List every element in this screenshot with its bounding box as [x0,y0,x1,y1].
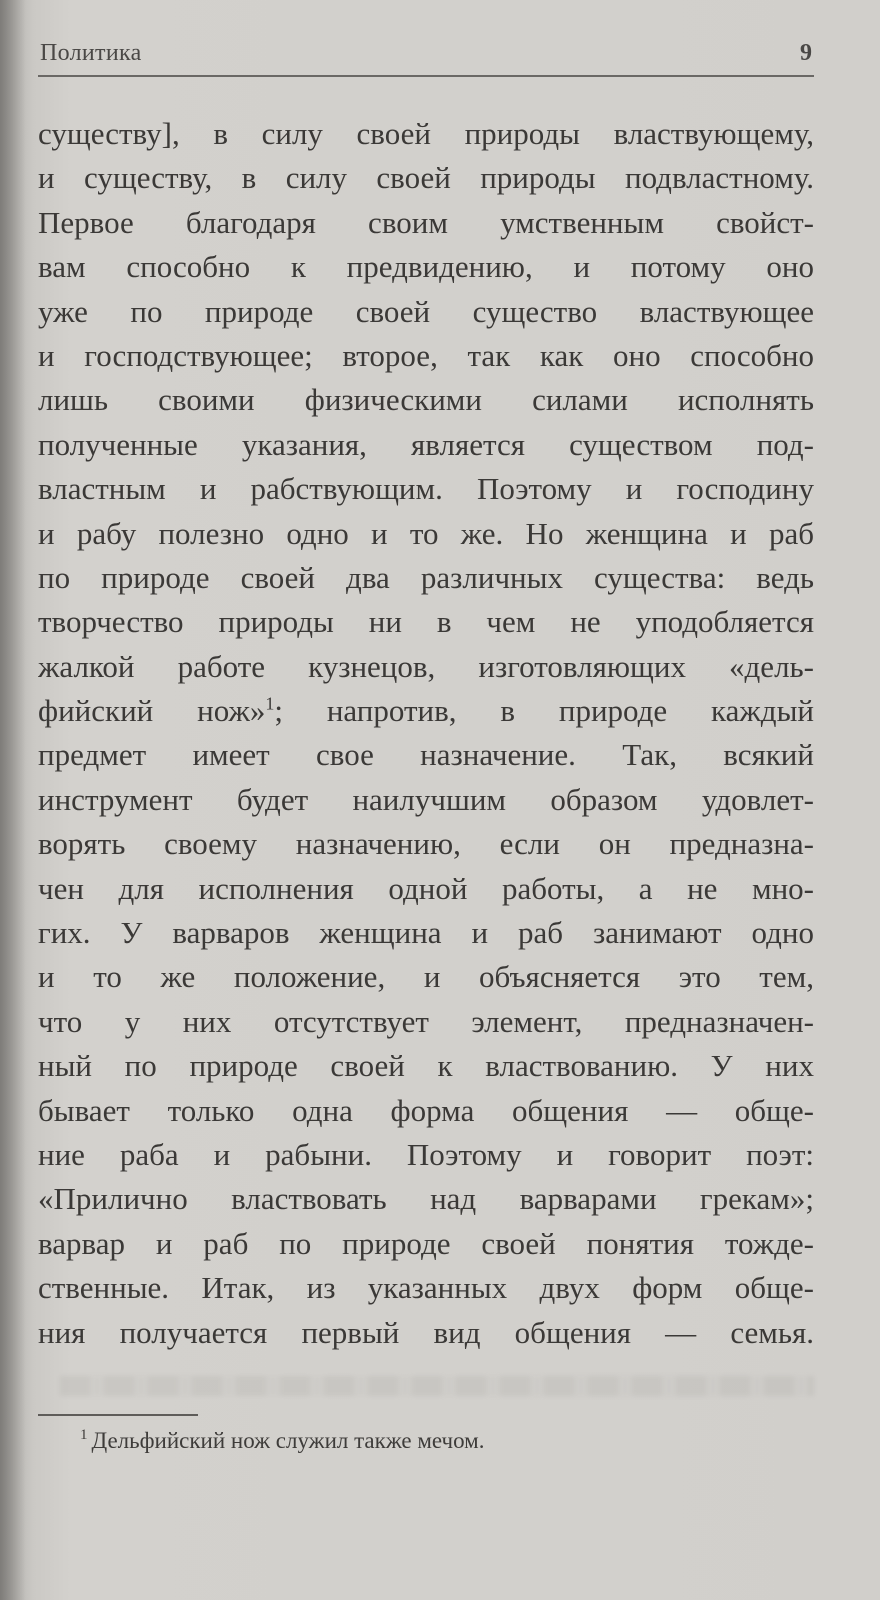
text-line: ние раба и рабыни. Поэтому и говорит поэт: [38,1136,814,1172]
text-line: бывает только одна форма общения — обще- [38,1092,814,1128]
text-line: уже по природе своей существо властвующее [38,293,814,329]
spine-shadow [0,0,26,1600]
footnote-text: Дельфийский нож служил также мечом. [91,1428,485,1453]
body-text [38,112,814,1355]
text-line: и рабу полезно одно и то же. Но женщина и раб [38,515,814,551]
header-rule [38,75,814,77]
text-line: жалкой работе кузнецов, изготовляющих «дель- [38,648,814,684]
text-line: ный по природе своей к властвованию. У них [38,1048,814,1084]
footnote-reference: 1 [265,693,275,714]
text-line: гих. У варваров женщина и раб занимают одно [38,915,814,951]
footnote-rule [38,1414,198,1416]
text-line: вам способно к предвидению, и потому оно [38,249,814,285]
text-line: существу], в силу своей природы властвующему, [38,116,814,151]
text-line: властным и рабствующим. Поэтому и господину [38,471,814,507]
text-line: варвар и раб по природе своей понятия тожде- [38,1225,814,1261]
text-line: чен для исполнения одной работы, а не мно- [38,870,814,906]
text-line: лишь своими физическими силами исполнять [38,382,814,418]
text-line-part: фийский нож» [38,693,266,729]
text-line: и господствующее; второе, так как оно способно [38,337,814,373]
text-line-with-footnote [38,689,814,733]
text-line: творчество природы ни в чем не уподобляется [38,604,814,640]
running-head [40,36,812,72]
section-title: Политика [40,40,142,66]
text-line: ственные. Итак, из указанных двух форм обще- [38,1270,814,1306]
show-through [60,1376,814,1396]
text-line: полученные указания, является существом под- [38,426,814,462]
text-line: Первое благодаря своим умственным свойст- [38,204,814,240]
text-line: «Прилично властвовать над варварами грекам»; [38,1181,814,1217]
text-line-part: ; напротив, в природе каждый [274,693,814,729]
text-line: ворять своему назначению, если он предназна- [38,826,814,862]
text-line: и существу, в силу своей природы подвластному. [38,160,814,196]
text-line: инструмент будет наилучшим образом удовлет- [38,781,814,817]
footnote [80,1428,485,1454]
footnote-mark: 1 [80,1427,88,1444]
text-line: по природе своей два различных существа: ведь [38,559,814,595]
text-line: что у них отсутствует элемент, предназначен- [38,1003,814,1039]
text-line: предмет имеет свое назначение. Так, всякий [38,737,814,773]
text-line: и то же положение, и объясняется это тем, [38,959,814,995]
page-number: 9 [800,40,812,66]
text-line: ния получается первый вид общения — семья. [38,1314,814,1350]
